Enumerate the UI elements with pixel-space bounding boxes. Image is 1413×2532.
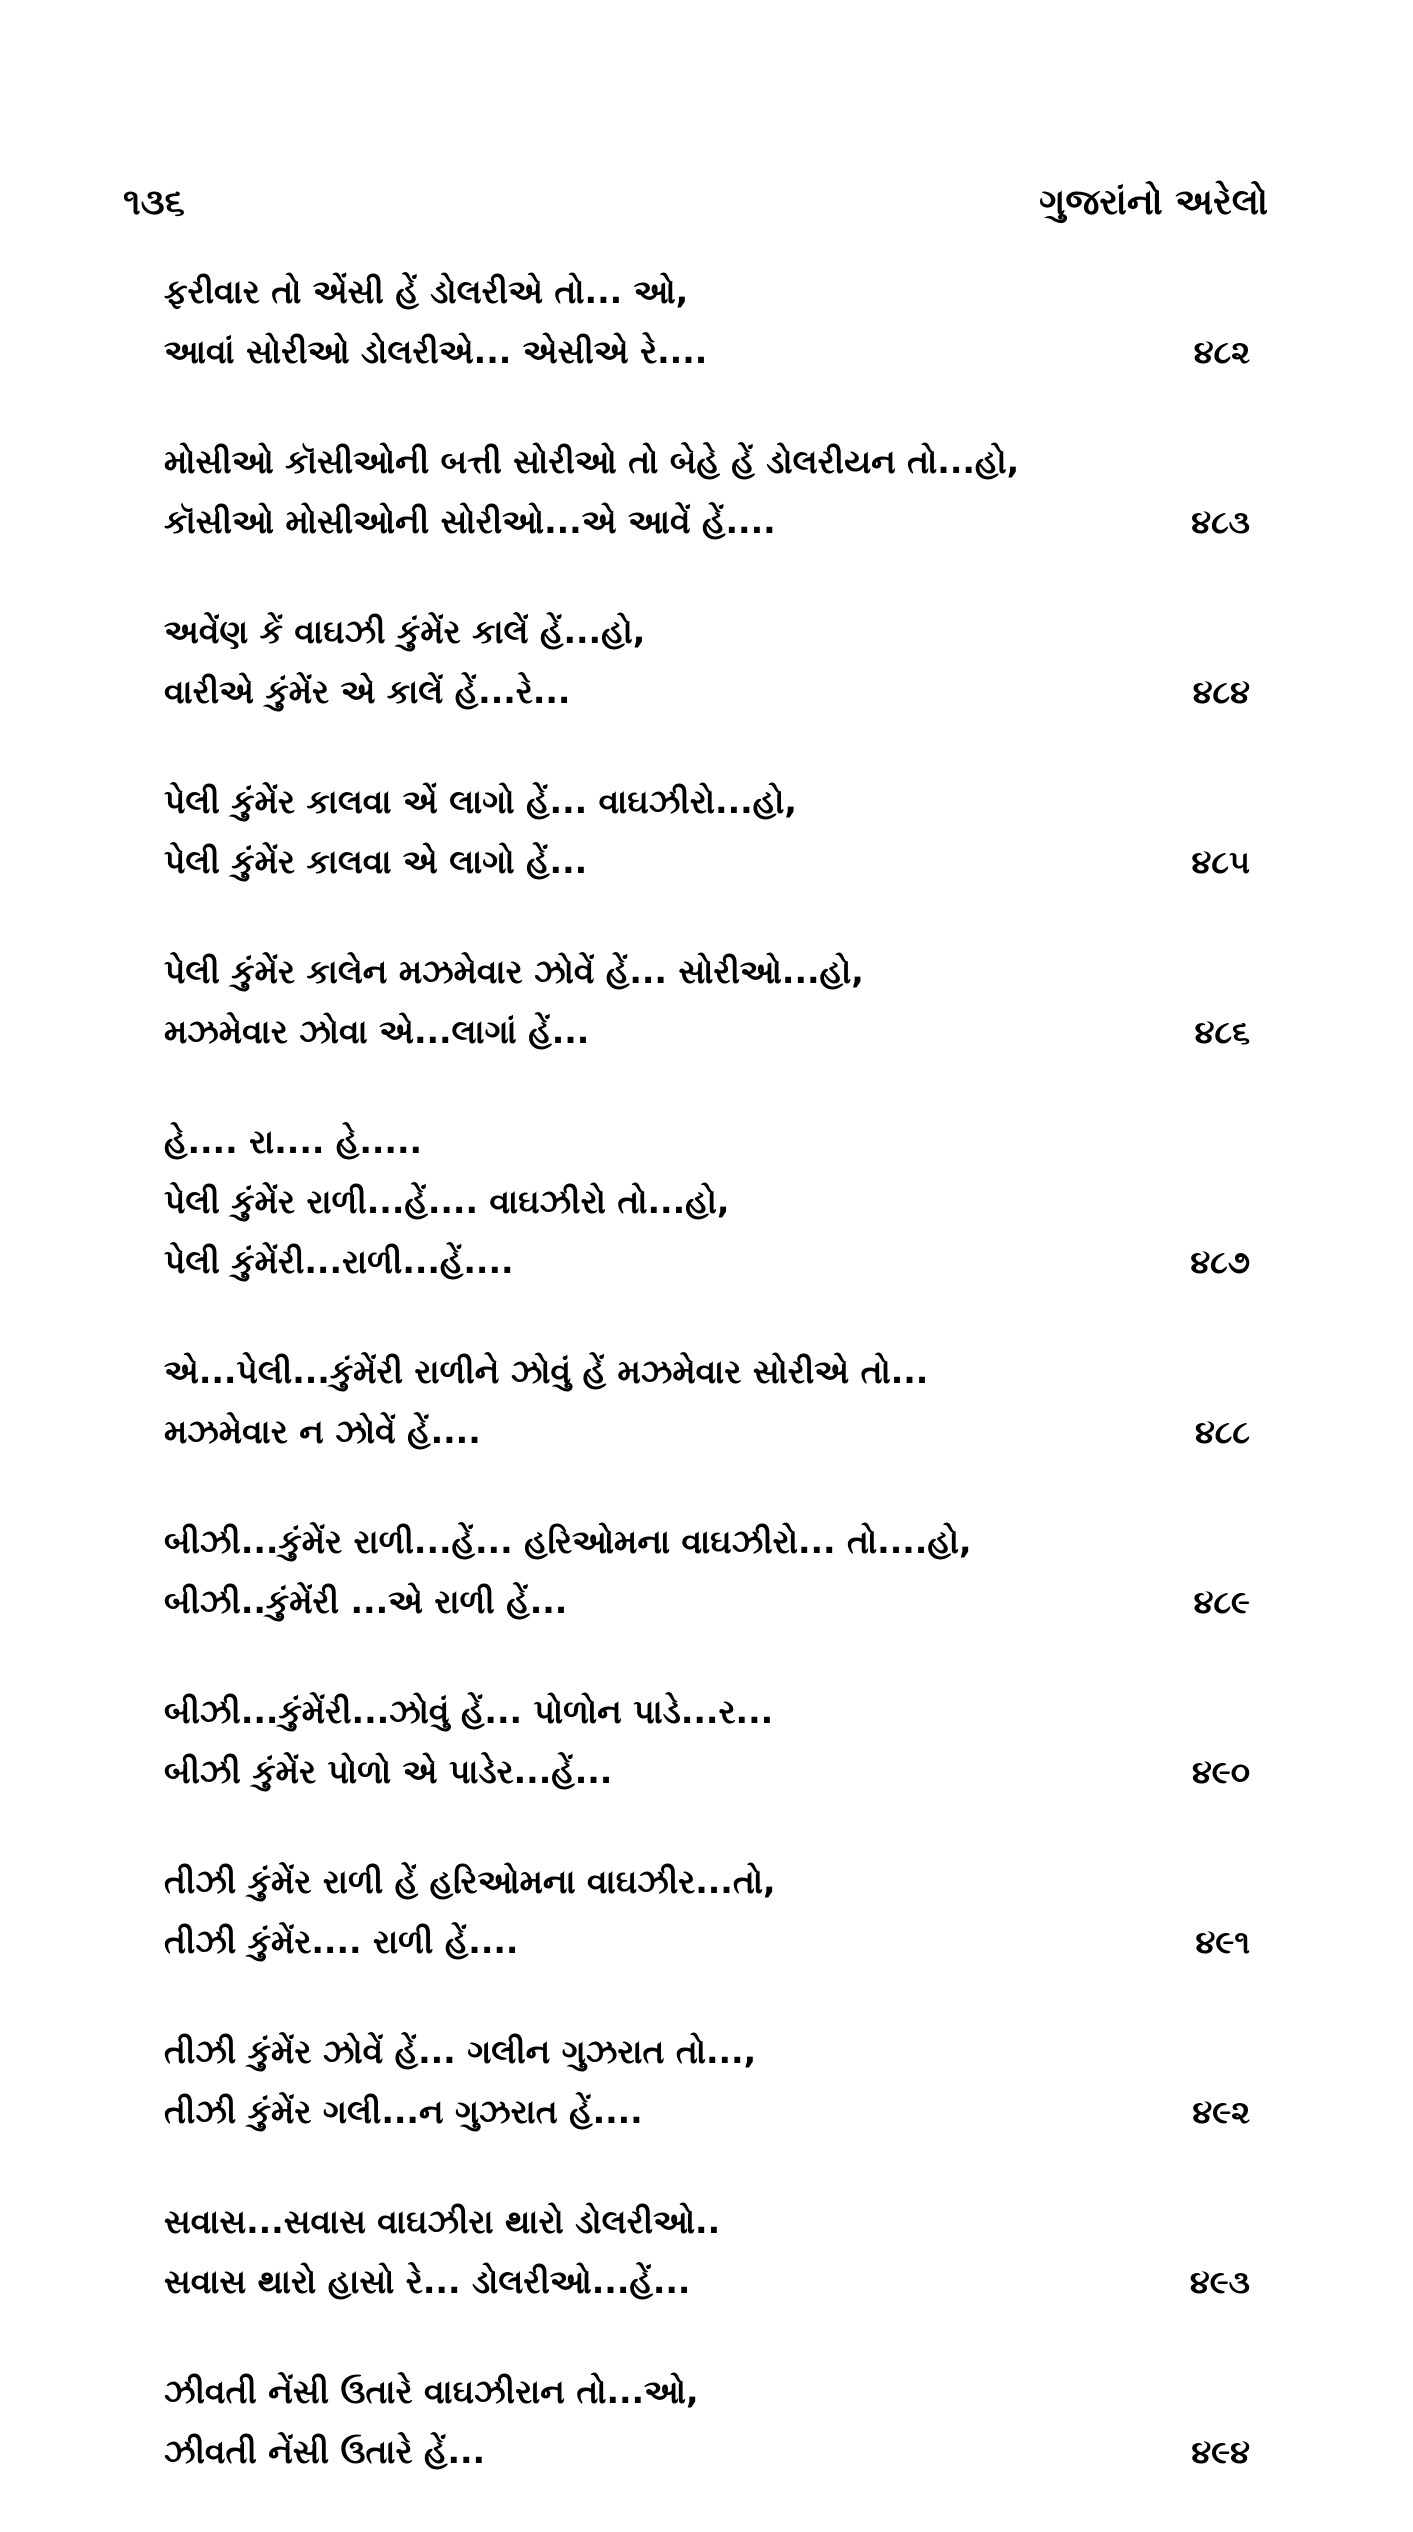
verse-text: ઝીવતી નેંસી ઉતારે વાઘઝીરાન તો...ઓ,: [164, 2372, 699, 2411]
verse-text: બીઝી...કુંમેંર રાળી...હેં... હરિઓમના વાઘઝીરો... તો....હો,: [164, 1522, 972, 1561]
verse-text: મઝમેવાર ઝોવા એ...લાગાં હેં...: [164, 1012, 590, 1051]
verse-text: હે.... રા.... હે.....: [164, 1122, 423, 1161]
verse-text: વારીએ કુંમેંર એ કાલેં હેં...રે...: [164, 672, 571, 711]
verse-text: તીઝી કુંમેંર ગલી...ન ગુઝરાત હેં....: [164, 2092, 643, 2131]
verse-stanza: [164, 2362, 1250, 2482]
verse-text: બીઝી...કુંમેંરી...ઝોવું હેં... પોળોન પાડે...ર...: [164, 1692, 774, 1731]
verse-line: [164, 942, 1250, 1002]
verse-line: [164, 1172, 1250, 1232]
verse-stanza: [164, 1112, 1250, 1292]
verse-line: [164, 1512, 1250, 1572]
verse-number: ૪૯૦: [1191, 1753, 1250, 1791]
verse-text: એ...પેલી...કુંમેંરી રાળીને ઝોવું હેં મઝમેવાર સોરીએ તો...: [164, 1352, 929, 1391]
verse-line: [164, 1402, 1250, 1462]
verse-line: [164, 322, 1250, 382]
running-title: ગુજરાંનો અરેલો: [1039, 182, 1268, 223]
verse-text: પેલી કુંમેંર કાલેન મઝમેવાર ઝોવેં હેં... સોરીઓ...હો,: [164, 952, 864, 991]
verse-line: [164, 1232, 1250, 1292]
verse-line: [164, 1912, 1250, 1972]
verse-number: ૪૮૬: [1194, 1013, 1250, 1051]
verse-number: ૪૮૮: [1194, 1413, 1250, 1451]
verse-stanza: [164, 602, 1250, 722]
verse-stanza: [164, 262, 1250, 382]
verse-line: [164, 602, 1250, 662]
verse-stanza: [164, 1852, 1250, 1972]
verse-number: ૪૯૨: [1192, 2093, 1250, 2131]
verse-stanza: [164, 2022, 1250, 2142]
page-number: ૧૩૬: [123, 182, 185, 223]
verse-number: ૪૮૨: [1193, 333, 1250, 371]
verse-line: [164, 492, 1250, 552]
verse-line: [164, 2192, 1250, 2252]
verse-stanza: [164, 1682, 1250, 1802]
verse-text: પેલી કુંમેંર રાળી...હેં.... વાઘઝીરો તો...હો,: [164, 1182, 730, 1221]
verse-number: ૪૮૪: [1192, 673, 1250, 711]
verse-stanza: [164, 432, 1250, 552]
verse-stanza: [164, 2192, 1250, 2312]
verse-line: [164, 1342, 1250, 1402]
verse-text: ઝીવતી નેંસી ઉતારે હેં...: [164, 2432, 486, 2471]
verse-text: પેલી કુંમેંર કાલવા એ લાગો હેં...: [164, 842, 588, 881]
verse-line: [164, 1002, 1250, 1062]
verse-line: [164, 432, 1250, 492]
verse-text: કૉસીઓ મોસીઓની સોરીઓ...એ આવેં હેં....: [164, 502, 776, 541]
verse-line: [164, 2362, 1250, 2422]
verse-line: [164, 1112, 1250, 1172]
verse-number: ૪૯૧: [1195, 1923, 1250, 1961]
verse-list: [164, 262, 1250, 2532]
verse-number: ૪૯૩: [1189, 2263, 1250, 2301]
verse-text: સવાસ...સવાસ વાઘઝીરા થારો ડોલરીઓ..: [164, 2202, 721, 2241]
verse-number: ૪૮૯: [1193, 1583, 1250, 1621]
verse-stanza: [164, 772, 1250, 892]
verse-line: [164, 1682, 1250, 1742]
verse-stanza: [164, 1512, 1250, 1632]
verse-line: [164, 1742, 1250, 1802]
verse-text: પેલી કુંમેંરી...રાળી...હેં....: [164, 1242, 514, 1281]
verse-text: મઝમેવાર ન ઝોવેં હેં....: [164, 1412, 481, 1451]
verse-text: ફરીવાર તો એંસી હેં ડોલરીએ તો... ઓ,: [164, 272, 689, 311]
verse-text: તીઝી કુંમેંર રાળી હેં હરિઓમના વાઘઝીર...તો,: [164, 1862, 776, 1901]
verse-number: ૪૮૫: [1191, 843, 1250, 881]
verse-text: પેલી કુંમેંર કાલવા એં લાગો હેં... વાઘઝીરો...હો,: [164, 782, 797, 821]
verse-text: તીઝી કુંમેંર.... રાળી હેં....: [164, 1922, 519, 1961]
verse-number: ૪૯૪: [1191, 2433, 1250, 2471]
verse-text: મોસીઓ કૉસીઓની બત્તી સોરીઓ તો બેહે હેં ડોલરીયન તો...હો,: [164, 442, 1020, 481]
verse-line: [164, 832, 1250, 892]
verse-text: આવાં સોરીઓ ડોલરીએ... એસીએ રે....: [164, 332, 708, 371]
verse-line: [164, 772, 1250, 832]
verse-text: સવાસ થારો હાસો રે... ડોલરીઓ...હેં...: [164, 2262, 691, 2301]
verse-line: [164, 1852, 1250, 1912]
verse-stanza: [164, 1342, 1250, 1462]
verse-text: તીઝી કુંમેંર ઝોવેં હેં... ગલીન ગુઝરાત તો...,: [164, 2032, 757, 2071]
verse-line: [164, 1572, 1250, 1632]
verse-line: [164, 262, 1250, 322]
verse-line: [164, 662, 1250, 722]
verse-number: ૪૮૭: [1190, 1243, 1250, 1281]
verse-text: બીઝી..કુંમેંરી ...એ રાળી હેં...: [164, 1582, 568, 1621]
verse-text: બીઝી કુંમેંર પોળો એ પાડેર...હેં...: [164, 1752, 613, 1791]
verse-text: અવેંણ કેં વાઘઝી કુંમેંર કાલેં હેં...હો,: [164, 612, 646, 651]
verse-number: ૪૮૩: [1191, 503, 1250, 541]
verse-line: [164, 2252, 1250, 2312]
verse-line: [164, 2022, 1250, 2082]
verse-line: [164, 2082, 1250, 2142]
verse-line: [164, 2422, 1250, 2482]
verse-stanza: [164, 942, 1250, 1062]
